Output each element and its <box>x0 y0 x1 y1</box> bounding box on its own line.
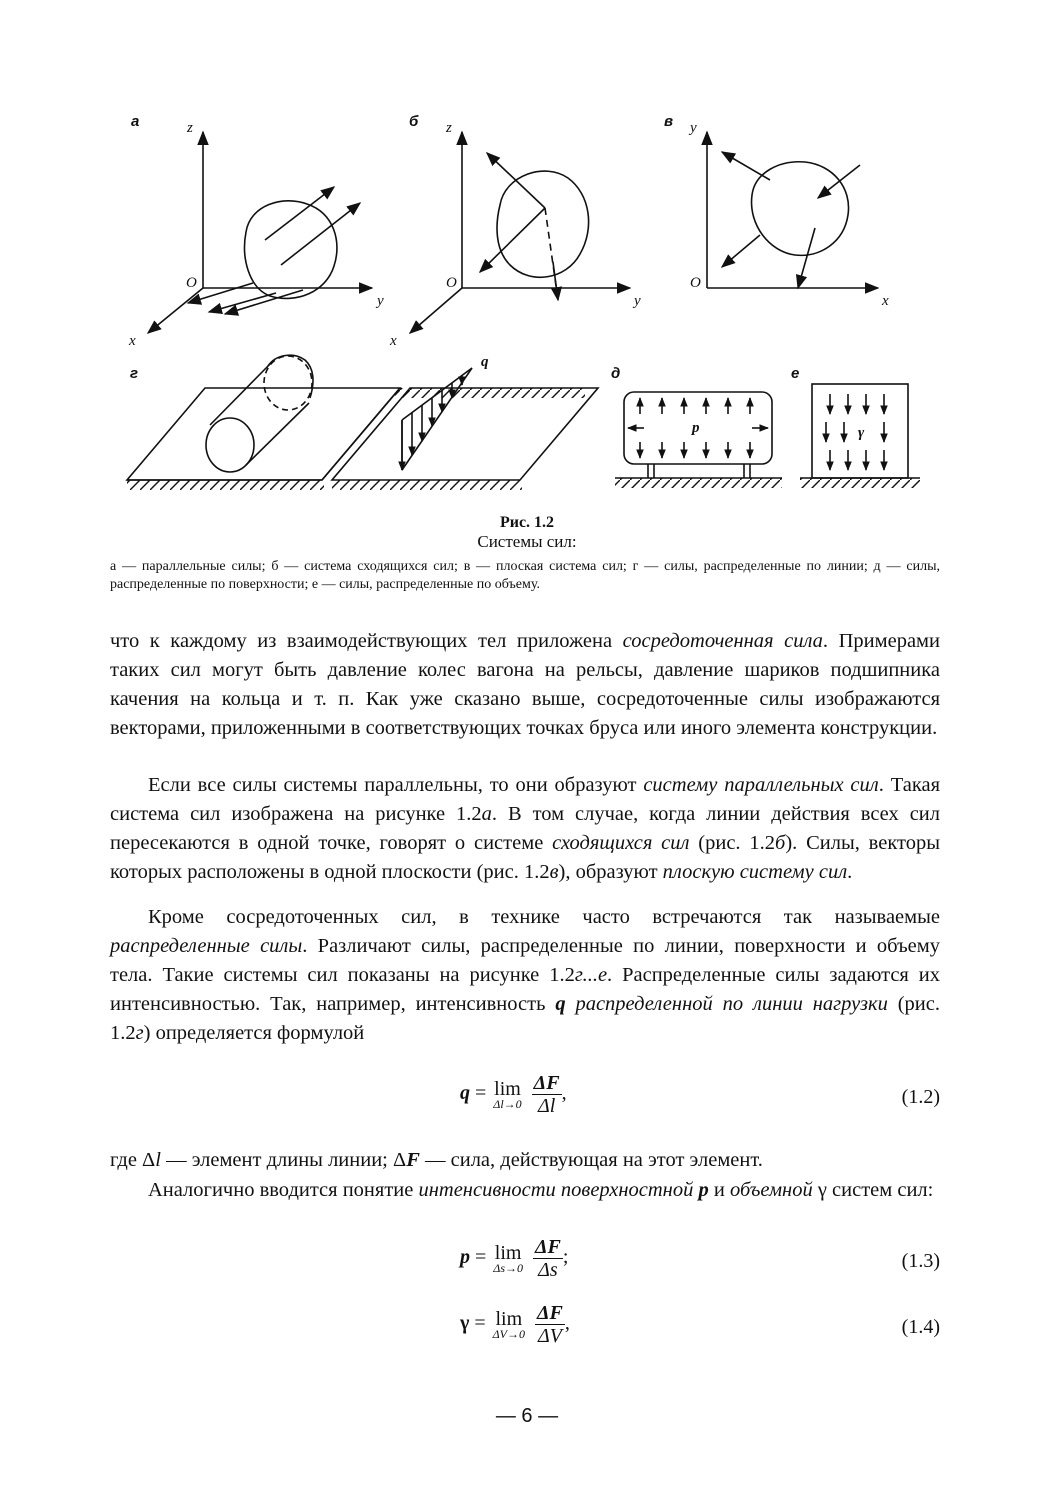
panel-v-diagram <box>707 132 878 288</box>
figure-caption-legend: а — параллельные силы; б — система сходящихся сил; в — плоская система сил; г — силы, распределенные по линии; д — силы, распределенные по поверхности; е — силы, распределенные по объему. <box>110 559 940 592</box>
figure-caption-subtitle: Системы сил: <box>477 532 577 551</box>
load-label-p: p <box>692 420 700 436</box>
axis-label-x: x <box>129 333 136 349</box>
panel-a-diagram <box>148 132 372 333</box>
paragraph-5: Аналогично вводится понятие интенсивности поверхностной p и объемной γ систем сил: <box>148 1179 934 1201</box>
panel-label-g: г <box>130 365 139 382</box>
axis-label-y: y <box>690 120 697 136</box>
axis-label-y: y <box>634 293 641 309</box>
panel-label-d: д <box>611 365 621 382</box>
paragraph-4: где Δl — элемент длины линии; ΔF — сила, действующая на этот элемент. <box>110 1149 763 1171</box>
paragraph-1: что к каждому из взаимодействующих тел приложена сосредоточенная сила. Примерами таких сил могут быть давление колес вагона на рельсы, давление шариков подшипника качения на кольца и т. п. Как уже сказано выше, сосредоточенные силы изображаются векторами, приложенными в соответствующих точках бруса или иного элемента конструкции. <box>110 630 940 739</box>
axis-label-z: z <box>446 120 452 136</box>
panel-label-v: в <box>664 113 674 130</box>
load-label-gamma: γ <box>858 425 865 441</box>
panel-label-a: а <box>131 113 140 130</box>
panel-q-diagram <box>332 368 626 490</box>
figure-1-2 <box>0 0 1054 510</box>
equation-number: (1.3) <box>901 1250 940 1272</box>
load-label-q: q <box>481 354 489 370</box>
equation-number: (1.2) <box>901 1086 940 1108</box>
axis-label-x: x <box>882 293 889 309</box>
figure-caption-title: Рис. 1.2 <box>499 514 555 531</box>
page-number: — 6 — <box>495 1405 559 1427</box>
axis-label-z: z <box>187 120 193 136</box>
panel-label-e: е <box>791 365 800 382</box>
paragraph-2: Если все силы системы параллельны, то они образуют систему параллельных сил. Такая система сил изображена на рисунке 1.2а. В том случае, когда линии действия всех сил пересекаются в одной точке, говорят о системе сходящихся сил (рис. 1.2б). Силы, векторы которых расположены в одной плоскости (рис. 1.2в), образуют плоскую систему сил. <box>110 774 940 883</box>
panel-label-b: б <box>409 113 419 130</box>
axis-label-y: y <box>377 293 384 309</box>
equation-number: (1.4) <box>901 1316 940 1338</box>
panel-b-diagram <box>410 132 630 333</box>
axis-label-o: O <box>446 275 457 291</box>
panel-d-diagram <box>615 392 782 488</box>
axis-label-x: x <box>390 333 397 349</box>
axis-label-o: O <box>186 275 197 291</box>
paragraph-3: Кроме сосредоточенных сил, в технике часто встречаются так называемые распределенные силы. Различают силы, распределенные по линии, поверхности и объему тела. Такие системы сил показаны на рисунке 1.2г...е. Распределенные силы задаются их интенсивностью. Так, например, интенсивность q распределенной по линии нагрузки (рис. 1.2г) определяется формулой <box>110 906 941 1044</box>
axis-label-o: O <box>690 275 701 291</box>
